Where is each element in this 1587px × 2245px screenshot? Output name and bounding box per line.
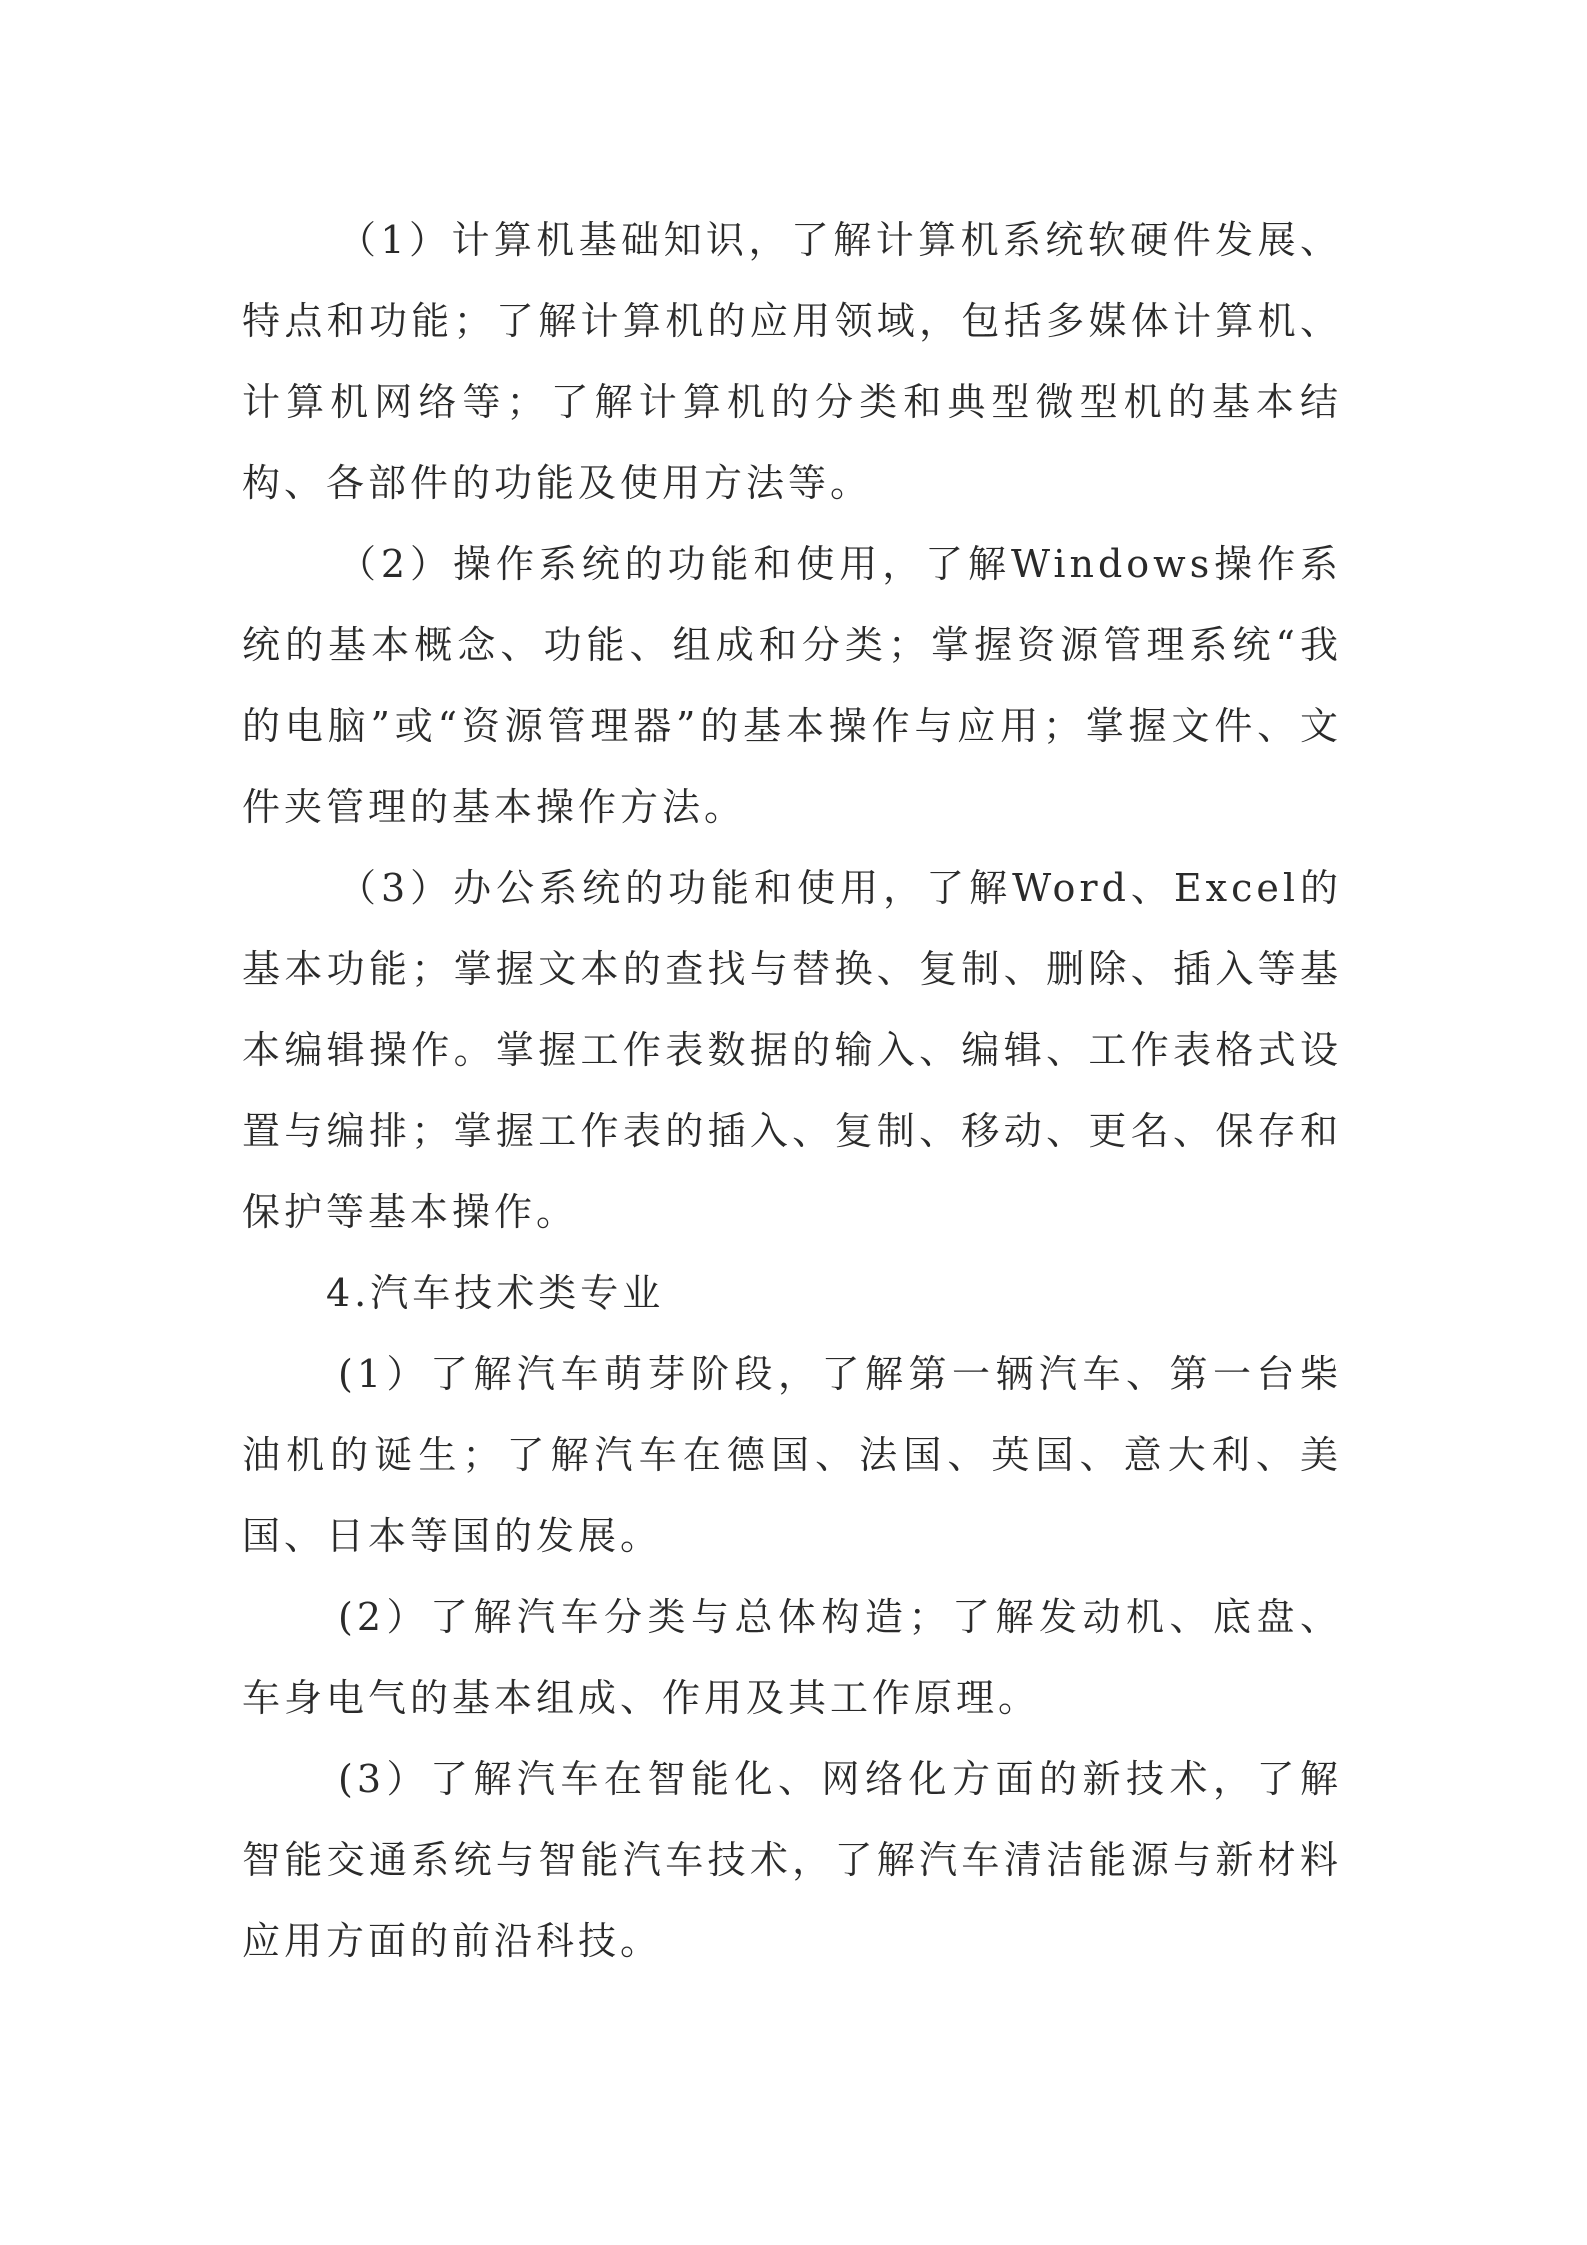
paragraph-auto-new-tech: (3）了解汽车在智能化、网络化方面的新技术，了解智能交通系统与智能汽车技术，了解汽车清洁能源与新材料应用方面的前沿科技。 bbox=[242, 1757, 1342, 1963]
paragraph-auto-history: (1）了解汽车萌芽阶段，了解第一辆汽车、第一台柴油机的诞生；了解汽车在德国、法国、英国、意大利、美国、日本等国的发展。 bbox=[242, 1352, 1342, 1558]
section-heading-automotive: 4.汽车技术类专业 bbox=[326, 1271, 665, 1315]
paragraph-auto-structure: (2）了解汽车分类与总体构造；了解发动机、底盘、车身电气的基本组成、作用及其工作原理。 bbox=[242, 1595, 1342, 1720]
body-text bbox=[242, 200, 1342, 1982]
paragraph-operating-system: （2）操作系统的功能和使用，了解Windows操作系统的基本概念、功能、组成和分类；掌握资源管理系统“我的电脑”或“资源管理器”的基本操作与应用；掌握文件、文件夹管理的基本操作方法。 bbox=[242, 542, 1342, 829]
paragraph-computer-basics: （1）计算机基础知识，了解计算机系统软硬件发展、特点和功能；了解计算机的应用领域，包括多媒体计算机、计算机网络等；了解计算机的分类和典型微型机的基本结构、各部件的功能及使用方法等。 bbox=[242, 218, 1342, 505]
paragraph-office-system: （3）办公系统的功能和使用，了解Word、Excel的基本功能；掌握文本的查找与替换、复制、删除、插入等基本编辑操作。掌握工作表数据的输入、编辑、工作表格式设置与编排；掌握工作表的插入、复制、移动、更名、保存和保护等基本操作。 bbox=[242, 866, 1342, 1234]
